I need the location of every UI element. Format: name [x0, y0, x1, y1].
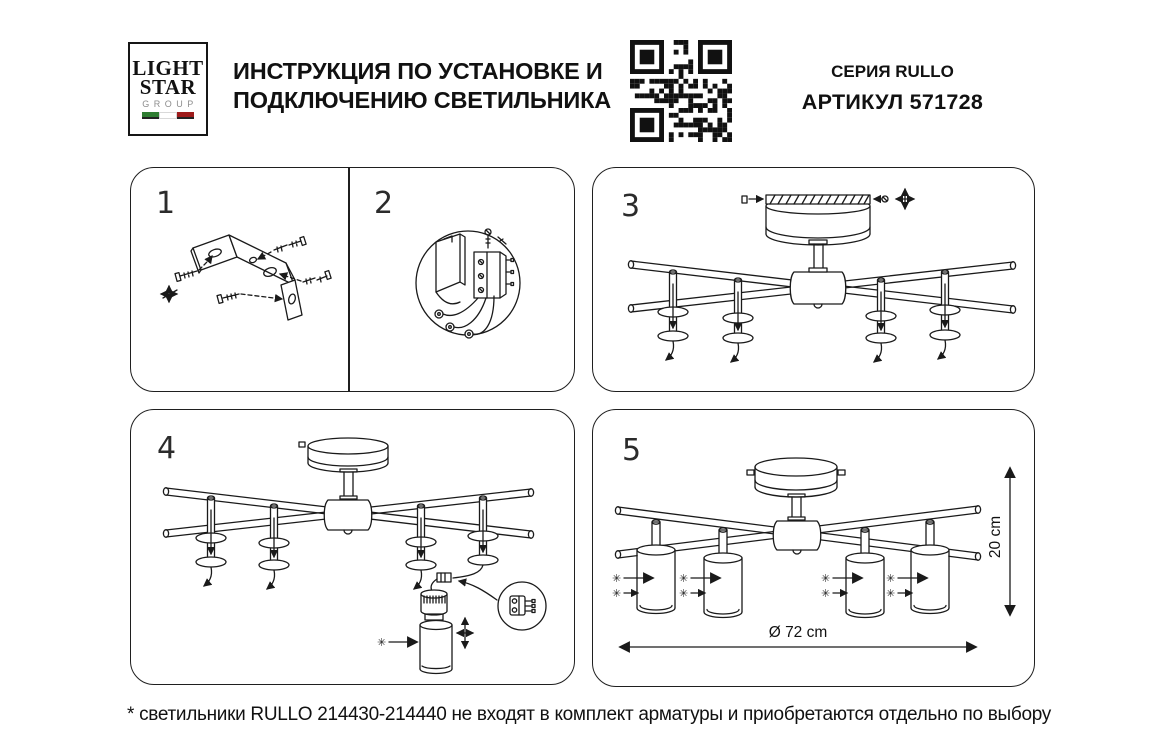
step-3-number: 3 [621, 189, 641, 224]
asterisk-mark: ✳ [377, 637, 387, 649]
detail-circle [416, 231, 520, 335]
central-hub [773, 521, 821, 554]
lamp-mounting-diagram [131, 410, 574, 684]
asterisk-mark: ✳ [679, 588, 689, 600]
canopy-screw-left [742, 196, 763, 203]
logo-group-text: GROUP [142, 99, 198, 110]
lightstar-logo [128, 42, 208, 136]
central-hub [324, 500, 372, 534]
flag-red [177, 112, 194, 117]
asterisk-mark: ✳ [612, 588, 622, 600]
logo-light-text: LIGHT [132, 55, 204, 80]
assembled-fixture-diagram [593, 410, 1034, 686]
stem [340, 469, 357, 499]
flag-white [159, 112, 178, 119]
lamp-socket [421, 590, 447, 620]
lamp-holder [658, 270, 688, 360]
footnote: * светильники RULLO 214430-214440 не входят в комплект арматуры и приобретаются отдельно по выбору [127, 704, 1052, 725]
lamp-holder [723, 278, 753, 362]
chandelier-frame-diagram [593, 168, 1034, 391]
step-2-number: 2 [374, 186, 394, 221]
series-label: СЕРИЯ RULLO [831, 62, 954, 81]
height-dimension-label: 20 cm [987, 515, 1004, 559]
lamp-holder [866, 278, 896, 362]
title-line-2: ПОДКЛЮЧЕНИЮ СВЕТИЛЬНИКА [233, 87, 611, 113]
connector-detail-circle [498, 582, 546, 630]
asterisk-mark: ✳ [821, 573, 831, 585]
asterisk-mark: ✳ [612, 573, 622, 585]
logo-star-text: STAR [139, 74, 197, 99]
diameter-dimension-label: Ø 72 cm [768, 624, 828, 641]
shade-cylinder [704, 528, 742, 618]
wiring-diagram [348, 168, 574, 391]
ceiling-canopy [747, 458, 845, 497]
step-1-number: 1 [156, 186, 176, 221]
panel-steps-1-2 [130, 167, 575, 392]
canopy-screw-right [874, 189, 914, 209]
asterisk-mark: ✳ [679, 573, 689, 585]
mounting-bracket-diagram [131, 168, 348, 391]
stem [788, 494, 805, 520]
asterisk-mark: ✳ [886, 588, 896, 600]
title-line-1: ИНСТРУКЦИЯ ПО УСТАНОВКЕ И [233, 58, 603, 84]
flag-green [142, 112, 159, 117]
ceiling-canopy [299, 438, 388, 472]
screw-direction-icon [161, 286, 177, 302]
shade-cylinder [846, 528, 884, 618]
ceiling-canopy [766, 198, 870, 245]
step-5-number: 5 [622, 433, 642, 468]
asterisk-mark: ✳ [821, 588, 831, 600]
asterisk-mark: ✳ [886, 573, 896, 585]
mounting-bar [766, 195, 870, 204]
step-4-number: 4 [157, 431, 177, 466]
mounting-bracket [191, 235, 302, 320]
lamp-holder [930, 270, 960, 359]
shade-cylinder [911, 520, 949, 614]
panel-step-4 [130, 409, 575, 685]
article-label: АРТИКУЛ 571728 [801, 90, 984, 114]
panel-step-5 [592, 409, 1035, 687]
move-direction-icon [457, 618, 473, 648]
screw-dowel-top-right [258, 237, 306, 259]
panel-step-3 [592, 167, 1035, 392]
central-hub [790, 272, 846, 308]
screw-bottom [217, 293, 282, 303]
shade-cylinder [420, 621, 452, 674]
page-title [233, 57, 653, 115]
italy-flag-icon [142, 112, 194, 119]
shade-cylinder [637, 520, 675, 614]
lamp-holder [196, 496, 226, 586]
qr-code-icon [630, 40, 732, 142]
